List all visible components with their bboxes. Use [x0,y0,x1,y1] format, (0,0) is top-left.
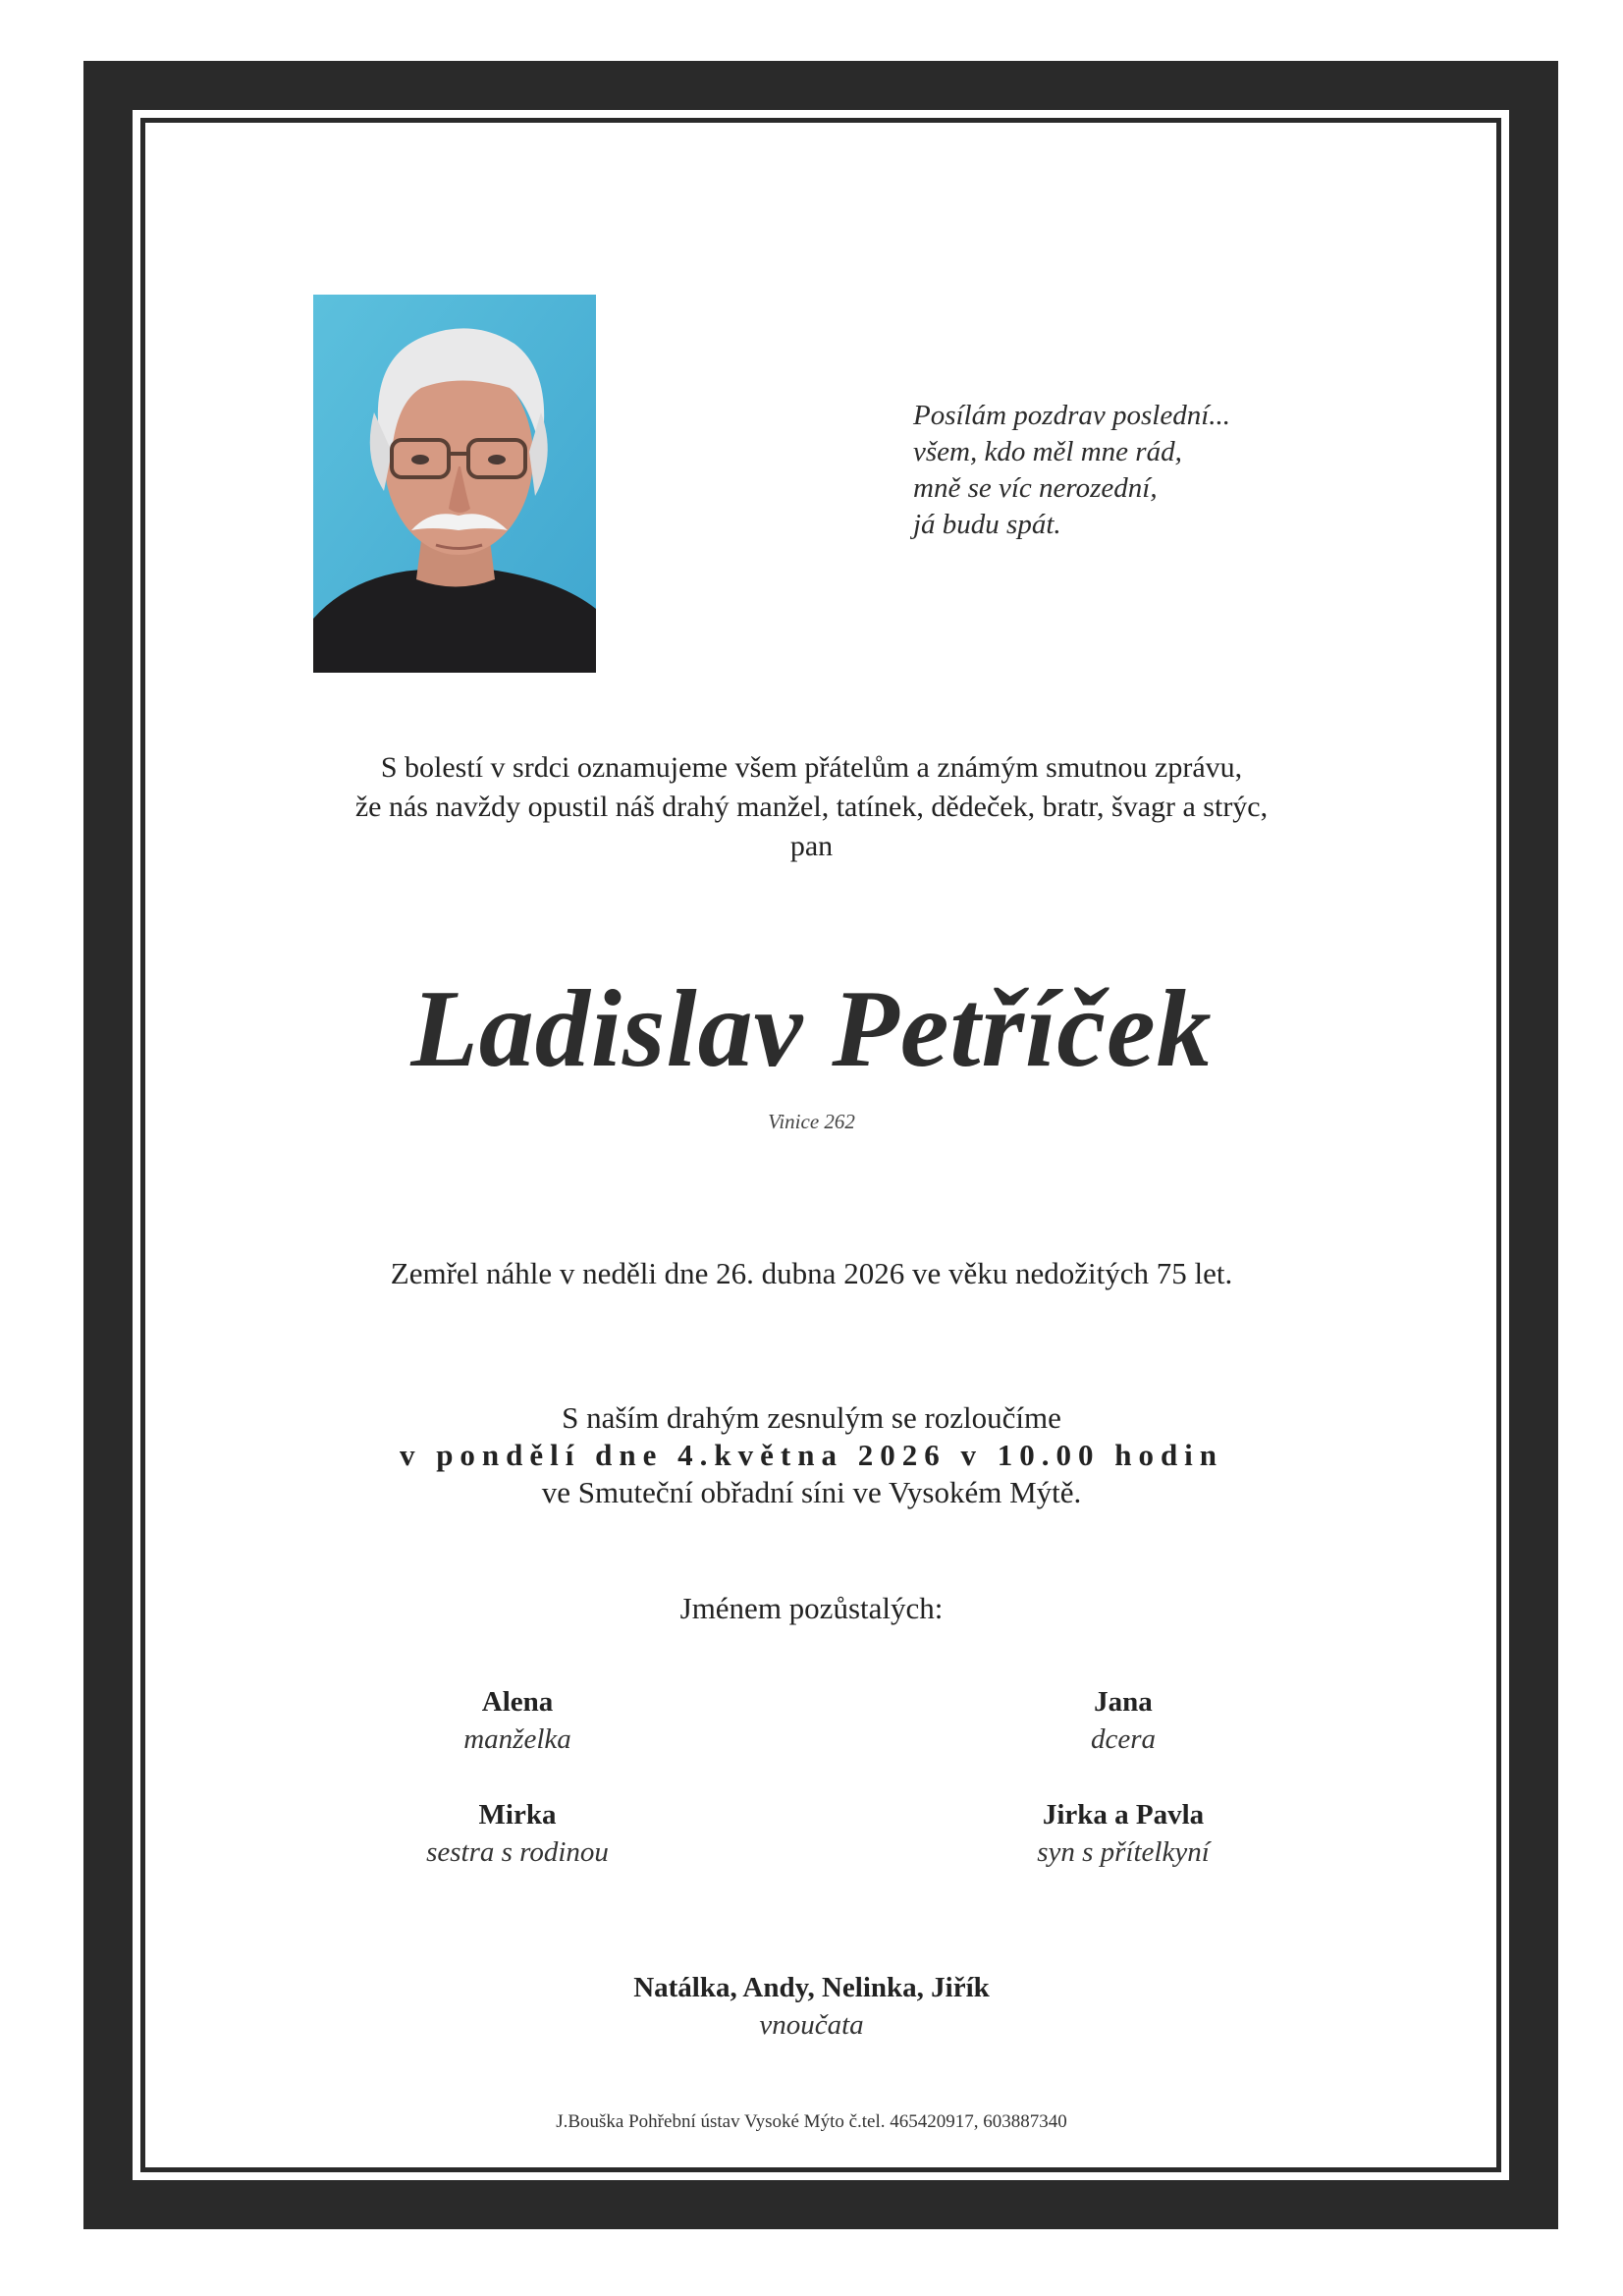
funeral-location: ve Smuteční obřadní síni ve Vysokém Mýtě. [541,1475,1082,1509]
funeral-date-time: v pondělí dne 4.května 2026 v 10.00 hodin [399,1438,1224,1472]
relative-jirka [927,1796,1320,1871]
relative-role: dcera [1090,1723,1157,1755]
relative-role: vnoučata [759,2009,864,2041]
relative-name: Jana [1094,1686,1153,1718]
portrait-photo [313,295,596,673]
relative-name: Alena [481,1686,554,1718]
relative-name: Jirka a Pavla [1042,1799,1205,1831]
poem-line: mně se víc nerozední, [913,472,1158,504]
relative-mirka [321,1796,714,1871]
relative-name: Mirka [478,1799,557,1831]
farewell-poem [913,398,1325,543]
mourning-border [83,61,1558,2229]
deceased-name: Ladislav Petříček [410,968,1213,1090]
relative-alena [321,1683,714,1758]
behalf-label: Jménem pozůstalých: [679,1591,944,1625]
funeral-info [0,1399,1623,1511]
announcement-line: S bolestí v srdci oznamujeme všem přátelům a známým smutnou zprávu, [380,751,1243,784]
funeral-intro: S naším drahým zesnulým se rozloučíme [562,1400,1061,1435]
poem-line: všem, kdo měl mne rád, [913,436,1182,467]
relative-role: sestra s rodinou [426,1836,609,1868]
poem-line: Posílám pozdrav poslední... [913,400,1231,431]
announcement-text [0,748,1623,866]
relative-jana [927,1683,1320,1758]
relative-role: manželka [463,1723,571,1755]
announcement-line: že nás navždy opustil náš drahý manžel, tatínek, dědeček, bratr, švagr a strýc, [354,791,1269,823]
announcement-line: pan [789,830,834,862]
deceased-address: Vinice 262 [768,1110,855,1133]
relative-grandchildren [0,1969,1623,2044]
death-notice: Zemřel náhle v neděli dne 26. dubna 2026 ve věku nedožitých 75 let. [390,1256,1233,1290]
relative-role: syn s přítelkyní [1037,1836,1210,1868]
funeral-home-footer: J.Bouška Pohřební ústav Vysoké Mýto č.tel. 465420917, 603887340 [556,2111,1067,2132]
relative-name: Natálka, Andy, Nelinka, Jiřík [633,1972,990,2003]
poem-line: já budu spát. [913,509,1061,540]
